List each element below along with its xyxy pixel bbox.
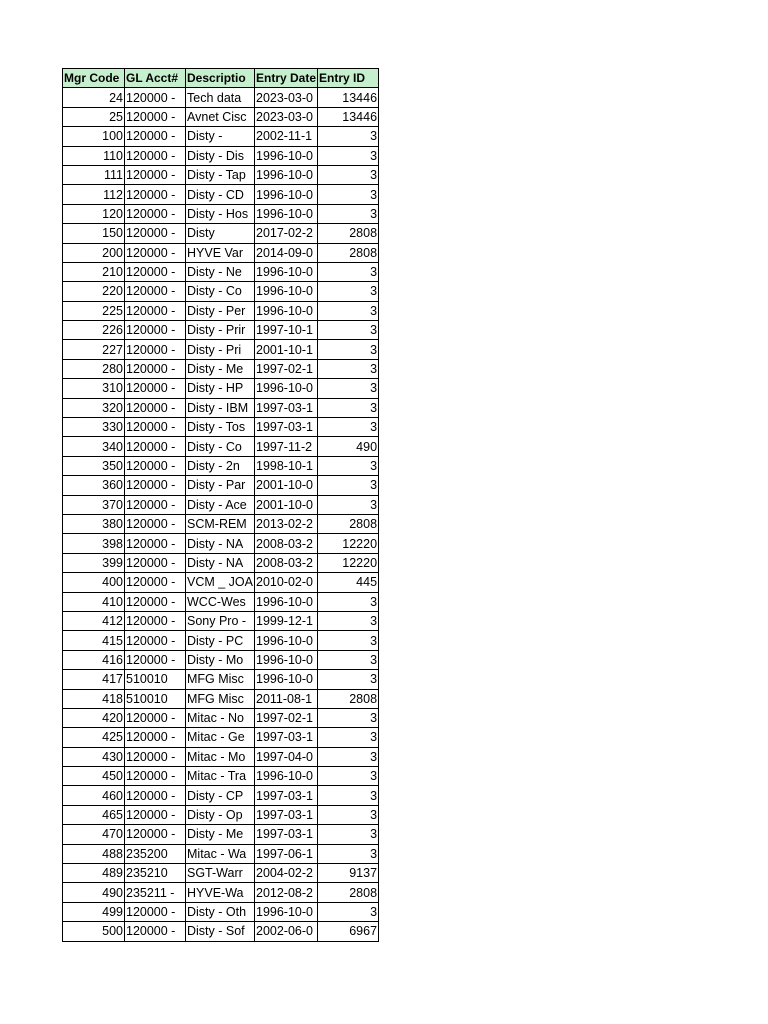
mgr-code-cell[interactable]: 220	[63, 282, 125, 301]
entry-id-cell[interactable]: 3	[318, 359, 379, 378]
description-cell[interactable]: SCM-REM	[186, 514, 255, 533]
description-cell[interactable]: Disty - Ne	[186, 262, 255, 281]
gl-acct-cell[interactable]: 235200	[125, 844, 186, 863]
mgr-code-cell[interactable]: 499	[63, 902, 125, 921]
entry-id-cell[interactable]: 3	[318, 631, 379, 650]
description-cell[interactable]: Mitac - Ge	[186, 728, 255, 747]
table-row	[63, 747, 379, 766]
mgr-code-cell[interactable]: 417	[63, 670, 125, 689]
entry-date-cell[interactable]: 2014-09-0	[255, 243, 318, 262]
mgr-code-cell[interactable]: 450	[63, 767, 125, 786]
mgr-code-cell[interactable]: 112	[63, 185, 125, 204]
gl-acct-cell[interactable]: 120000 -	[125, 767, 186, 786]
mgr-code-cell[interactable]: 25	[63, 107, 125, 126]
entry-id-cell[interactable]: 2808	[318, 243, 379, 262]
entry-id-cell[interactable]: 13446	[318, 88, 379, 107]
gl-acct-cell[interactable]: 120000 -	[125, 398, 186, 417]
gl-acct-cell[interactable]: 120000 -	[125, 553, 186, 572]
entry-id-cell[interactable]: 3	[318, 786, 379, 805]
entry-id-cell[interactable]: 3	[318, 165, 379, 184]
gl-acct-cell[interactable]: 120000 -	[125, 573, 186, 592]
description-cell[interactable]: SGT-Warr	[186, 864, 255, 883]
table-row	[63, 844, 379, 863]
mgr-code-cell[interactable]: 488	[63, 844, 125, 863]
mgr-code-cell[interactable]: 420	[63, 708, 125, 727]
entry-date-cell[interactable]: 1997-06-1	[255, 844, 318, 863]
entry-date-cell[interactable]: 1996-10-0	[255, 902, 318, 921]
gl-acct-cell[interactable]: 510010	[125, 670, 186, 689]
entry-id-cell[interactable]: 3	[318, 398, 379, 417]
description-cell[interactable]: MFG Misc	[186, 689, 255, 708]
entry-date-cell[interactable]: 2023-03-0	[255, 88, 318, 107]
mgr-code-cell[interactable]: 470	[63, 825, 125, 844]
description-cell[interactable]: Disty - NA	[186, 534, 255, 553]
entry-date-cell[interactable]: 2002-06-0	[255, 922, 318, 941]
description-cell[interactable]: Disty - Dis	[186, 146, 255, 165]
gl-acct-cell[interactable]: 120000 -	[125, 165, 186, 184]
table-row	[63, 650, 379, 669]
gl-acct-cell[interactable]: 120000 -	[125, 728, 186, 747]
table-row	[63, 340, 379, 359]
gl-acct-cell[interactable]: 120000 -	[125, 825, 186, 844]
entry-id-cell[interactable]: 3	[318, 282, 379, 301]
entry-id-cell[interactable]: 3	[318, 127, 379, 146]
entry-date-cell[interactable]: 1996-10-0	[255, 165, 318, 184]
table-row	[63, 786, 379, 805]
entry-id-cell[interactable]: 2808	[318, 689, 379, 708]
entry-id-cell[interactable]: 3	[318, 747, 379, 766]
description-cell[interactable]: Disty - Oth	[186, 902, 255, 921]
table-row	[63, 573, 379, 592]
mgr-code-cell[interactable]: 340	[63, 437, 125, 456]
mgr-code-cell[interactable]: 200	[63, 243, 125, 262]
entry-date-cell[interactable]: 1996-10-0	[255, 670, 318, 689]
entry-id-cell[interactable]: 3	[318, 670, 379, 689]
entry-id-cell[interactable]: 3	[318, 456, 379, 475]
table-row	[63, 301, 379, 320]
table-row	[63, 282, 379, 301]
table-row	[63, 670, 379, 689]
entry-date-cell[interactable]: 1997-02-1	[255, 708, 318, 727]
entry-id-cell[interactable]: 3	[318, 767, 379, 786]
entry-date-cell[interactable]: 1997-03-1	[255, 805, 318, 824]
description-cell[interactable]: Disty - Me	[186, 825, 255, 844]
entry-date-cell[interactable]: 2017-02-2	[255, 224, 318, 243]
gl-acct-cell[interactable]: 120000 -	[125, 922, 186, 941]
entry-date-cell[interactable]: 1996-10-0	[255, 767, 318, 786]
table-row	[63, 88, 379, 107]
description-cell[interactable]: Disty - Op	[186, 805, 255, 824]
entry-id-cell[interactable]: 3	[318, 379, 379, 398]
description-cell[interactable]: Mitac - Mo	[186, 747, 255, 766]
table-row	[63, 883, 379, 902]
gl-acct-cell[interactable]: 235211 -	[125, 883, 186, 902]
gl-acct-cell[interactable]: 120000 -	[125, 437, 186, 456]
entry-id-cell[interactable]: 3	[318, 340, 379, 359]
column-header-entry-id[interactable]: Entry ID	[318, 69, 379, 88]
description-cell[interactable]: Disty - Sof	[186, 922, 255, 941]
table-row	[63, 185, 379, 204]
gl-acct-cell[interactable]: 120000 -	[125, 418, 186, 437]
entry-date-cell[interactable]: 2008-03-2	[255, 553, 318, 572]
description-cell[interactable]: Disty - 2n	[186, 456, 255, 475]
mgr-code-cell[interactable]: 120	[63, 204, 125, 223]
description-cell[interactable]: Disty - Par	[186, 476, 255, 495]
mgr-code-cell[interactable]: 370	[63, 495, 125, 514]
entry-id-cell[interactable]: 3	[318, 418, 379, 437]
entry-id-cell[interactable]: 3	[318, 204, 379, 223]
table-row	[63, 127, 379, 146]
table-row	[63, 689, 379, 708]
table-row	[63, 864, 379, 883]
mgr-code-cell[interactable]: 24	[63, 88, 125, 107]
mgr-code-cell[interactable]: 226	[63, 321, 125, 340]
gl-acct-cell[interactable]: 120000 -	[125, 88, 186, 107]
entry-date-cell[interactable]: 2001-10-0	[255, 495, 318, 514]
entry-id-cell[interactable]: 3	[318, 902, 379, 921]
header-row	[63, 69, 379, 88]
gl-acct-cell[interactable]: 120000 -	[125, 631, 186, 650]
entry-date-cell[interactable]: 2011-08-1	[255, 689, 318, 708]
mgr-code-cell[interactable]: 460	[63, 786, 125, 805]
entry-date-cell[interactable]: 1996-10-0	[255, 650, 318, 669]
mgr-code-cell[interactable]: 418	[63, 689, 125, 708]
table-row	[63, 204, 379, 223]
table-row	[63, 262, 379, 281]
entry-date-cell[interactable]: 1996-10-0	[255, 592, 318, 611]
description-cell[interactable]: HYVE Var	[186, 243, 255, 262]
description-cell[interactable]: MFG Misc	[186, 670, 255, 689]
entry-date-cell[interactable]: 2001-10-1	[255, 340, 318, 359]
entry-date-cell[interactable]: 2023-03-0	[255, 107, 318, 126]
mgr-code-cell[interactable]: 210	[63, 262, 125, 281]
table-row	[63, 728, 379, 747]
table-row	[63, 418, 379, 437]
gl-acct-cell[interactable]: 120000 -	[125, 262, 186, 281]
entry-date-cell[interactable]: 1996-10-0	[255, 146, 318, 165]
gl-acct-cell[interactable]: 120000 -	[125, 514, 186, 533]
entry-id-cell[interactable]: 9137	[318, 864, 379, 883]
table-row	[63, 767, 379, 786]
mgr-code-cell[interactable]: 416	[63, 650, 125, 669]
description-cell[interactable]: Disty - Ace	[186, 495, 255, 514]
mgr-code-cell[interactable]: 227	[63, 340, 125, 359]
table-row	[63, 553, 379, 572]
entry-id-cell[interactable]: 12220	[318, 534, 379, 553]
entry-date-cell[interactable]: 1997-03-1	[255, 825, 318, 844]
gl-acct-cell[interactable]: 120000 -	[125, 805, 186, 824]
mgr-code-cell[interactable]: 350	[63, 456, 125, 475]
entry-date-cell[interactable]: 1996-10-0	[255, 204, 318, 223]
table-row	[63, 243, 379, 262]
description-cell[interactable]: Disty - CD	[186, 185, 255, 204]
mgr-code-cell[interactable]: 380	[63, 514, 125, 533]
description-cell[interactable]: Disty - Hos	[186, 204, 255, 223]
mgr-code-cell[interactable]: 111	[63, 165, 125, 184]
entry-date-cell[interactable]: 1996-10-0	[255, 185, 318, 204]
mgr-code-cell[interactable]: 490	[63, 883, 125, 902]
gl-acct-cell[interactable]: 120000 -	[125, 321, 186, 340]
description-cell[interactable]: Mitac - No	[186, 708, 255, 727]
entry-id-cell[interactable]: 490	[318, 437, 379, 456]
entry-date-cell[interactable]: 1997-03-1	[255, 728, 318, 747]
entry-id-cell[interactable]: 3	[318, 728, 379, 747]
description-cell[interactable]: Disty - Prir	[186, 321, 255, 340]
mgr-code-cell[interactable]: 489	[63, 864, 125, 883]
table-row	[63, 708, 379, 727]
table-row	[63, 379, 379, 398]
entry-date-cell[interactable]: 1999-12-1	[255, 611, 318, 630]
entry-date-cell[interactable]: 2012-08-2	[255, 883, 318, 902]
entry-date-cell[interactable]: 1997-02-1	[255, 359, 318, 378]
entry-id-cell[interactable]: 3	[318, 476, 379, 495]
gl-acct-cell[interactable]: 120000 -	[125, 204, 186, 223]
table-row	[63, 534, 379, 553]
entry-date-cell[interactable]: 1998-10-1	[255, 456, 318, 475]
entry-date-cell[interactable]: 1997-11-2	[255, 437, 318, 456]
entry-id-cell[interactable]: 3	[318, 495, 379, 514]
gl-acct-cell[interactable]: 120000 -	[125, 534, 186, 553]
entry-date-cell[interactable]: 2004-02-2	[255, 864, 318, 883]
description-cell[interactable]: VCM _ JOA	[186, 573, 255, 592]
description-cell[interactable]: Disty - Pri	[186, 340, 255, 359]
table-row	[63, 805, 379, 824]
gl-acct-cell[interactable]: 235210	[125, 864, 186, 883]
gl-acct-cell[interactable]: 120000 -	[125, 476, 186, 495]
gl-acct-cell[interactable]: 120000 -	[125, 224, 186, 243]
spreadsheet-table	[62, 68, 379, 942]
gl-acct-cell[interactable]: 120000 -	[125, 902, 186, 921]
entry-id-cell[interactable]: 3	[318, 805, 379, 824]
table-row	[63, 321, 379, 340]
entry-date-cell[interactable]: 1996-10-0	[255, 262, 318, 281]
entry-id-cell[interactable]: 3	[318, 262, 379, 281]
mgr-code-cell[interactable]: 399	[63, 553, 125, 572]
entry-date-cell[interactable]: 1996-10-0	[255, 301, 318, 320]
description-cell[interactable]: Disty - NA	[186, 553, 255, 572]
entry-id-cell[interactable]: 3	[318, 825, 379, 844]
gl-acct-cell[interactable]: 120000 -	[125, 359, 186, 378]
gl-acct-cell[interactable]: 120000 -	[125, 747, 186, 766]
mgr-code-cell[interactable]: 412	[63, 611, 125, 630]
description-cell[interactable]: Sony Pro -	[186, 611, 255, 630]
entry-id-cell[interactable]: 3	[318, 146, 379, 165]
gl-acct-cell[interactable]: 120000 -	[125, 185, 186, 204]
entry-id-cell[interactable]: 3	[318, 650, 379, 669]
mgr-code-cell[interactable]: 500	[63, 922, 125, 941]
entry-date-cell[interactable]: 1997-03-1	[255, 398, 318, 417]
gl-acct-cell[interactable]: 120000 -	[125, 786, 186, 805]
table-row	[63, 437, 379, 456]
description-cell[interactable]: Disty - Mo	[186, 650, 255, 669]
table-row	[63, 592, 379, 611]
entry-id-cell[interactable]: 445	[318, 573, 379, 592]
entry-date-cell[interactable]: 1996-10-0	[255, 282, 318, 301]
gl-acct-cell[interactable]: 120000 -	[125, 243, 186, 262]
mgr-code-cell[interactable]: 150	[63, 224, 125, 243]
description-cell[interactable]: HYVE-Wa	[186, 883, 255, 902]
entry-date-cell[interactable]: 1996-10-0	[255, 631, 318, 650]
entry-id-cell[interactable]: 3	[318, 611, 379, 630]
description-cell[interactable]: Disty - Tos	[186, 418, 255, 437]
entry-id-cell[interactable]: 3	[318, 321, 379, 340]
entry-date-cell[interactable]: 1997-04-0	[255, 747, 318, 766]
gl-acct-cell[interactable]: 120000 -	[125, 282, 186, 301]
entry-id-cell[interactable]: 3	[318, 592, 379, 611]
entry-id-cell[interactable]: 3	[318, 301, 379, 320]
gl-acct-cell[interactable]: 120000 -	[125, 301, 186, 320]
gl-acct-cell[interactable]: 120000 -	[125, 107, 186, 126]
mgr-code-cell[interactable]: 465	[63, 805, 125, 824]
table-row	[63, 476, 379, 495]
mgr-code-cell[interactable]: 280	[63, 359, 125, 378]
mgr-code-cell[interactable]: 430	[63, 747, 125, 766]
description-cell[interactable]: Disty - HP	[186, 379, 255, 398]
column-header-gl-acct[interactable]: GL Acct#	[125, 69, 186, 88]
mgr-code-cell[interactable]: 320	[63, 398, 125, 417]
mgr-code-cell[interactable]: 100	[63, 127, 125, 146]
gl-acct-cell[interactable]: 120000 -	[125, 650, 186, 669]
description-cell[interactable]: Disty - Co	[186, 437, 255, 456]
gl-acct-cell[interactable]: 120000 -	[125, 592, 186, 611]
table-row	[63, 495, 379, 514]
gl-acct-cell[interactable]: 120000 -	[125, 456, 186, 475]
table-row	[63, 611, 379, 630]
table-row	[63, 146, 379, 165]
entry-date-cell[interactable]: 2013-02-2	[255, 514, 318, 533]
table-row	[63, 631, 379, 650]
mgr-code-cell[interactable]: 398	[63, 534, 125, 553]
entry-id-cell[interactable]: 2808	[318, 224, 379, 243]
entry-id-cell[interactable]: 3	[318, 844, 379, 863]
entry-id-cell[interactable]: 12220	[318, 553, 379, 572]
mgr-code-cell[interactable]: 330	[63, 418, 125, 437]
gl-acct-cell[interactable]: 120000 -	[125, 127, 186, 146]
entry-id-cell[interactable]: 2808	[318, 883, 379, 902]
gl-acct-cell[interactable]: 120000 -	[125, 340, 186, 359]
entry-date-cell[interactable]: 2001-10-0	[255, 476, 318, 495]
mgr-code-cell[interactable]: 310	[63, 379, 125, 398]
entry-id-cell[interactable]: 3	[318, 185, 379, 204]
description-cell[interactable]: WCC-Wes	[186, 592, 255, 611]
description-cell[interactable]: Disty - Co	[186, 282, 255, 301]
gl-acct-cell[interactable]: 120000 -	[125, 379, 186, 398]
description-cell[interactable]: Disty - CP	[186, 786, 255, 805]
gl-acct-cell[interactable]: 120000 -	[125, 611, 186, 630]
entry-id-cell[interactable]: 6967	[318, 922, 379, 941]
description-cell[interactable]: Disty - PC	[186, 631, 255, 650]
mgr-code-cell[interactable]: 410	[63, 592, 125, 611]
description-cell[interactable]: Disty - Me	[186, 359, 255, 378]
description-cell[interactable]: Avnet Cisc	[186, 107, 255, 126]
table-row	[63, 224, 379, 243]
table-row	[63, 165, 379, 184]
mgr-code-cell[interactable]: 110	[63, 146, 125, 165]
table-row	[63, 359, 379, 378]
table-row	[63, 825, 379, 844]
entry-id-cell[interactable]: 13446	[318, 107, 379, 126]
mgr-code-cell[interactable]: 400	[63, 573, 125, 592]
description-cell[interactable]: Disty - IBM	[186, 398, 255, 417]
table-row	[63, 922, 379, 941]
mgr-code-cell[interactable]: 360	[63, 476, 125, 495]
gl-acct-cell[interactable]: 120000 -	[125, 708, 186, 727]
description-cell[interactable]: Mitac - Tra	[186, 767, 255, 786]
gl-acct-cell[interactable]: 120000 -	[125, 146, 186, 165]
entry-date-cell[interactable]: 1997-03-1	[255, 418, 318, 437]
table-row	[63, 902, 379, 921]
description-cell[interactable]: Disty -	[186, 127, 255, 146]
table-row	[63, 514, 379, 533]
entry-date-cell[interactable]: 2002-11-1	[255, 127, 318, 146]
table-row	[63, 107, 379, 126]
table-row	[63, 398, 379, 417]
entry-date-cell[interactable]: 1996-10-0	[255, 379, 318, 398]
entry-id-cell[interactable]: 2808	[318, 514, 379, 533]
entry-date-cell[interactable]: 1997-10-1	[255, 321, 318, 340]
gl-acct-cell[interactable]: 120000 -	[125, 495, 186, 514]
gl-acct-cell[interactable]: 510010	[125, 689, 186, 708]
description-cell[interactable]: Mitac - Wa	[186, 844, 255, 863]
mgr-code-cell[interactable]: 415	[63, 631, 125, 650]
description-cell[interactable]: Disty - Tap	[186, 165, 255, 184]
description-cell[interactable]: Disty	[186, 224, 255, 243]
table-row	[63, 456, 379, 475]
mgr-code-cell[interactable]: 225	[63, 301, 125, 320]
entry-date-cell[interactable]: 1997-03-1	[255, 786, 318, 805]
column-header-description[interactable]: Descriptio	[186, 69, 255, 88]
entry-date-cell[interactable]: 2010-02-0	[255, 573, 318, 592]
description-cell[interactable]: Disty - Per	[186, 301, 255, 320]
entry-date-cell[interactable]: 2008-03-2	[255, 534, 318, 553]
table-body	[63, 88, 379, 941]
column-header-mgr-code[interactable]: Mgr Code	[63, 69, 125, 88]
column-header-entry-date[interactable]: Entry Date	[255, 69, 318, 88]
entry-id-cell[interactable]: 3	[318, 708, 379, 727]
mgr-code-cell[interactable]: 425	[63, 728, 125, 747]
description-cell[interactable]: Tech data	[186, 88, 255, 107]
